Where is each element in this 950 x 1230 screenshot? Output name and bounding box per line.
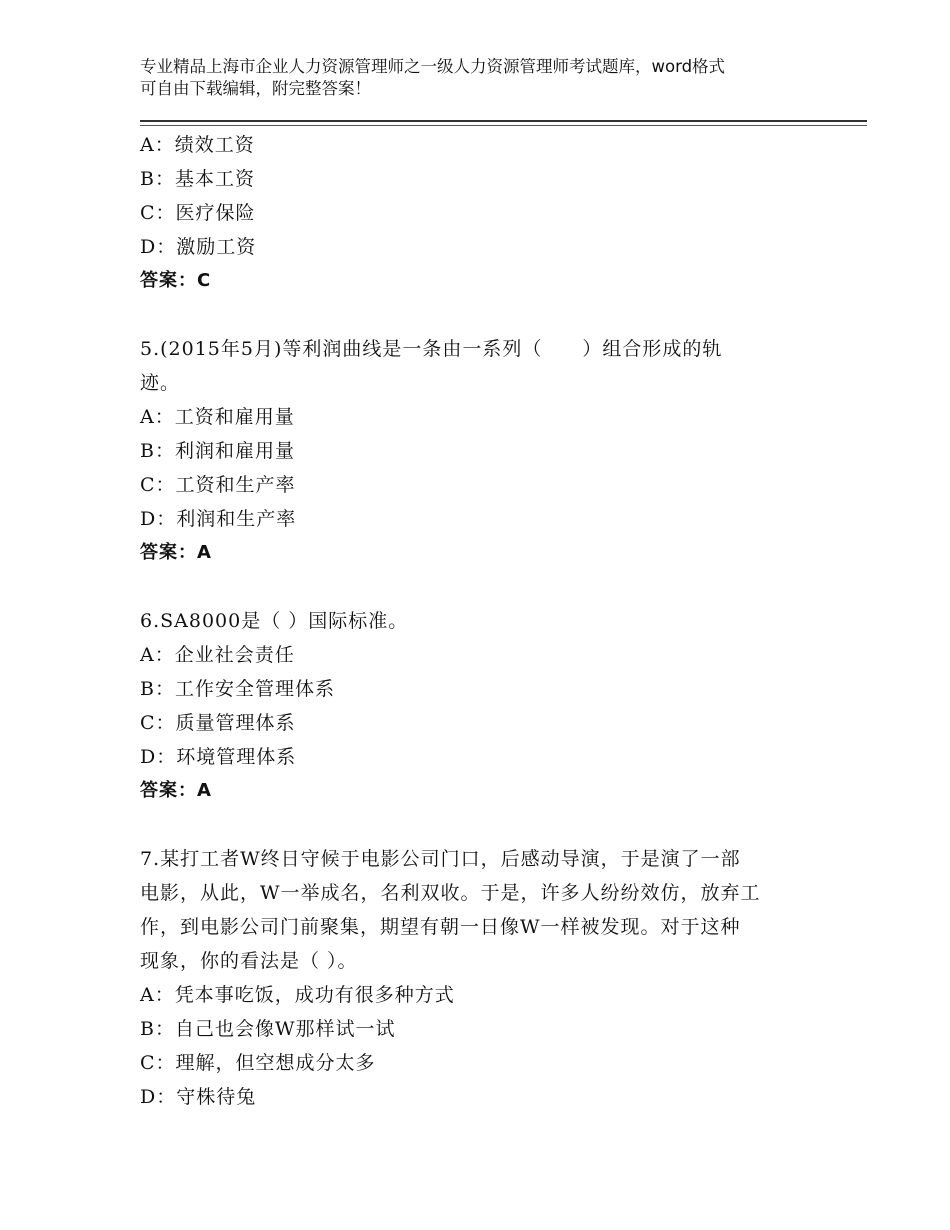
option-c: C：工资和生产率 [140, 474, 296, 496]
spacer [140, 298, 840, 332]
option-d: D：守株待兔 [140, 1086, 257, 1108]
option-a: A：绩效工资 [140, 134, 255, 156]
page-header [140, 56, 840, 100]
option-b: B：工作安全管理体系 [140, 678, 335, 700]
option-c: C：医疗保险 [140, 202, 256, 224]
option-b: B：基本工资 [140, 168, 255, 190]
question-6-block [140, 604, 840, 808]
question-5-block [140, 332, 840, 570]
option-c: C：理解，但空想成分太多 [140, 1052, 376, 1074]
spacer [140, 570, 840, 604]
question-content [140, 128, 840, 1114]
answer: 答案：A [140, 542, 212, 563]
option-b: B：自己也会像W那样试一试 [140, 1018, 396, 1040]
option-d: D：利润和生产率 [140, 508, 297, 530]
question-text: 6.SA8000是（ ）国际标准。 [140, 610, 409, 632]
spacer [140, 808, 840, 842]
header-rule-thin [140, 125, 867, 126]
option-b: B：利润和雇用量 [140, 440, 295, 462]
header-rule-thick [140, 120, 867, 122]
answer: 答案：A [140, 780, 212, 801]
question-text: 5.(2015年5月)等利润曲线是一条由一系列（ ）组合形成的轨 迹。 [140, 338, 723, 394]
answer: 答案：C [140, 270, 212, 291]
option-d: D：激励工资 [140, 236, 257, 258]
header-line-2: 可自由下载编辑，附完整答案！ [140, 79, 371, 98]
option-d: D：环境管理体系 [140, 746, 297, 768]
question-7-block [140, 842, 840, 1114]
option-a: A：企业社会责任 [140, 644, 295, 666]
prev-question-block [140, 128, 840, 298]
question-text: 7.某打工者W终日守候于电影公司门口，后感动导演，于是演了一部 电影，从此，W一举成名，名利双收。于是，许多人纷纷效仿，放弃工 作，到电影公司门前聚集，期望有朝一日像W一样被发现。对于这种 现象，你的看法是（ ）。 [140, 848, 761, 972]
option-a: A：凭本事吃饭，成功有很多种方式 [140, 984, 455, 1006]
option-c: C：质量管理体系 [140, 712, 296, 734]
header-line-1: 专业精品上海市企业人力资源管理师之一级人力资源管理师考试题库，word格式 [140, 57, 726, 76]
option-a: A：工资和雇用量 [140, 406, 295, 428]
